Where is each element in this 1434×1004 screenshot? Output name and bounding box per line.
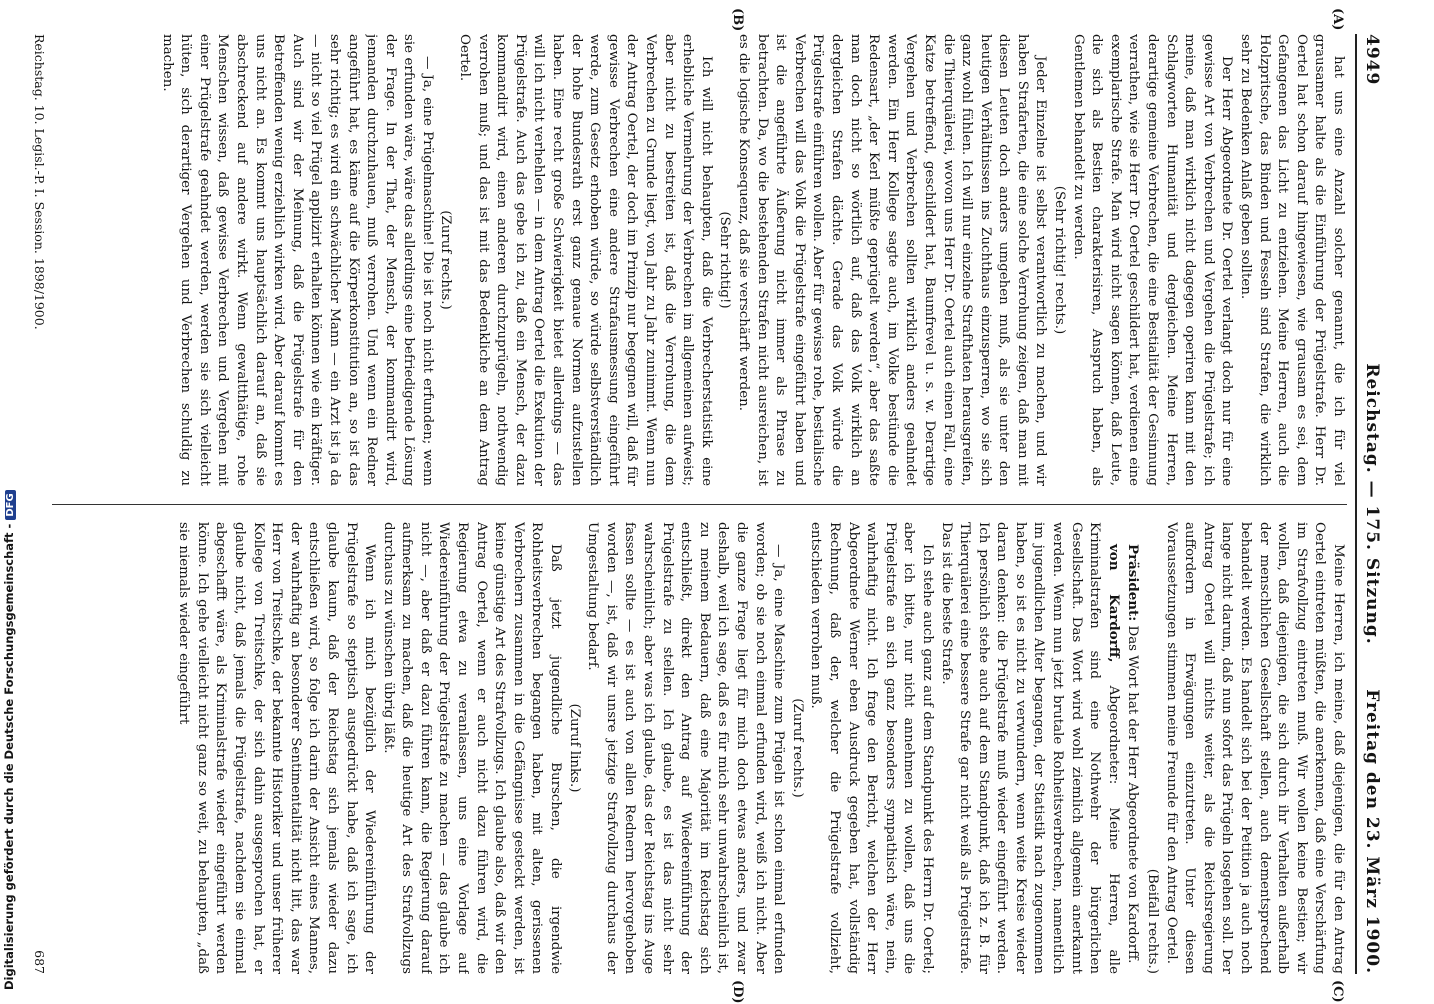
paragraph: Ich stehe auch ganz auf dem Standpunkt des Herrn Dr. Oertel; aber ich bitte, nur nicht annehmen zu wollen, daß uns die Prügelstrafe an sich ganz besonders sympathisch wäre, nein, wahrhaftig nicht. Ich frage den Bericht, welchen der Herr Abgeordnete Werner eben Ausdruck gegeben hat, vollständig Rechnung, daß der, welcher die Prügelstrafe vollzieht, entschieden verrohen muß. xyxy=(808,522,935,974)
page-header xyxy=(1359,34,1385,974)
speaker-name: Präsident: xyxy=(1125,544,1142,622)
paragraph: — Ja, eine Prügelmaschine! Die ist noch nicht erfunden; wenn sie erfunden wäre, wäre das allerdings eine befriedigende Lösung der Frage. In der That, der Mensch, der kommandirt wird, jemanden durchzuhauen, muß verrohen. Und wenn ein Redner angeführt hat, es käme auf die Körperkonstitution an, so ist das sehr richtig; es wird ein schwächlicher Mann — ein Arzt ist ja da — nicht so viel Prügel applizirt erhalten können wie ein kräftiger. Auch sind wir der Meinung, daß die Prügelstrafe für den Betreffenden wenig erziehlich wirken wird. Aber darauf kommt es uns nicht an. Es kommt uns hauptsächlich darauf an, daß sie abschreckend auf andere wirkt. Wenn gewaltthätige, rohe Menschen wissen, daß gewisse Verbrechen und Vergehen mit einer Prügelstrafe geahndet werden, werden sie sich vielleicht hüten, sich derartiger Vergehen und Verbrechen schuldig zu machen. xyxy=(159,34,435,486)
paragraph: — Ja, eine Maschine zum Prügeln ist schon einmal erfunden worden; ob sie noch einmal erfunden wird, weiß ich nicht. Aber die ganze Frage liegt für mich doch etwas anders, und zwar deshalb, weil ich sage, daß es für mich sehr unwahrscheinlich ist, zu meinem Bedauern, daß eine Majorität im Reichstag sich entschließt, direkt den Antrag auf Wiedereinführung der Prügelstrafe zu stellen. Ich glaube, es ist das nicht sehr wahrscheinlich; aber was ich glaube, das der Reichstag ins Auge fassen sollte — es ist auch von allen Rednern hervorgehoben worden —, ist, daß wir unsre jetzige Strafvollzug durchaus der Umgestaltung bedarf. xyxy=(585,522,787,974)
speaker-name: von Kardorff, xyxy=(1105,544,1122,663)
dfg-logo: DFG xyxy=(5,490,16,519)
applause-note: (Zuruf rechts.) xyxy=(438,210,454,310)
left-column xyxy=(52,34,1347,486)
paragraph xyxy=(1123,522,1143,974)
paragraph: Wenn ich mich bezüglich der Wiedereinführung der Prügelstrafe so steptisch ausgedrückt habe, daß ich sage, ich glaube kaum, daß der Reichstag sich jemals wieder dazu entschließen wird, so folge ich darin der Ansicht eines Mannes, der wahrhaftig an besonderer Sentimentalität nicht litt, das war Herr von Treitschke, der bekannte Historiker und unser früherer Kollege von Treitschke, der sich dahin ausgesprochen hat, er glaube nicht, daß jemals die Prügelstrafe, nachdem sie einmal abgeschafft wäre, als Kriminalstrafe wieder eingeführt werden könne. Ich gehe vielleicht nicht ganz so weit, zu behaupten, „daß sie niemals wieder eingeführt xyxy=(176,522,378,974)
footer-page-number: 687 xyxy=(32,950,47,974)
margin-marker-d: (D) xyxy=(730,980,745,1004)
digitization-credit-strip xyxy=(0,0,16,1000)
applause-note: (Beifall rechts.) xyxy=(1145,868,1161,974)
document-page xyxy=(25,8,1385,1004)
applause-note: (Zuruf rechts.) xyxy=(789,698,805,798)
paragraph: Der Herr Abgeordnete Dr. Oertel verlangt doch nur für eine gewisse Art von Verbrechen und Vergehen die Prügelstrafe; ich meine, daß man wirklich nicht dagegen operiren kann mit den Schlagworten Humanität und dergleichen. Meine Herren, derartige gemeine Verbrechen, die eine Bestialität der Gesinnung verrathen, wie sie Herr Dr. Oertel geschildert hat, verdienen eine exemplarische Strafe. Man wird nicht sagen können, daß Leute, die sich als Bestien charakterisiren, Anspruch haben, als Gentlemen behandelt zu werden. xyxy=(1070,34,1235,486)
credit-text: Digitalisierung gefördert durch die Deutsche Forschungsgemeinschaft - xyxy=(2,523,16,990)
footer-session-info: Reichstag. 10. Legisl.-P. I. Session. 1898/1900. xyxy=(32,34,47,330)
applause-note: (Sehr richtig! rechts.) xyxy=(1052,185,1068,335)
paragraph: hat uns eine Anzahl solcher genannt, die ich für viel grausamer halte als die Einführung der Prügelstrafe. Herr Dr. Oertel hat schon darauf hingewiesen, wie grausam es sei, dem Gefangenen das Licht zu entziehen. Meine Herren, auch die Holzpritsche, das Binden und Fesseln sind Strafen, die wirklich sehr zu Bedenken Anlaß geben sollten. xyxy=(1238,34,1346,486)
applause-note: (Sehr richtig!) xyxy=(717,211,733,309)
speech-text: Abgeordneter: Meine Herren, alle Kriminalstrafen sind eine Nothwehr der bürgerlichen Gesellschaft. Das Wort wird wohl ziemlich allgemein anerkannt werden. Wenn nun jetzt brutale Rohheitsverbrechen, namentlich im jugendlichen Alter begangen, der Statistik nach zugenommen haben, so ist es nicht zu verwundern, wenn weite Kreise wieder daran denken: die Prügelstrafe muß wieder eingeführt werden. Ich persönlich stehe auch auf dem Standpunkt, daß ich z. B. für Thierquälerei eine bessere Strafe gar nicht weiß als Prügelstrafe. Das ist die beste Strafe. xyxy=(938,522,1121,974)
speech-text: Das Wort hat der Herr Abgeordnete von Kardorff. xyxy=(1125,625,1141,964)
column-divider xyxy=(52,504,1347,505)
margin-marker-c: (C) xyxy=(1330,980,1345,1003)
digitization-credit xyxy=(2,490,16,990)
right-column xyxy=(52,522,1347,974)
margin-marker-a: (A) xyxy=(1330,8,1345,31)
paragraph: Jeder Einzelne ist selbst verantwortlich zu machen, und wir haben Strafarten, die eine solche Verrohung zeigen, daß man mit diesen Leuten doch anders umgehen muß, als sie unter den heutigen Verhältnissen ins Zuchthaus einzusperren, wo sie sich ganz wohl fühlen. Ich will nur einzelne Strafthaten herausgreifen, die Thierquälerei, wovon uns Herr Dr. Oertel auch einen Fall, eine Katze betreffend, geschildert hat, Baumfrevel u. s. w. Derartige Vergehen und Verbrechen sollten wirklich anders geahndet werden. Ein Herr Kollege sagte auch, im Volke bestünde die Redensart, „der Kerl müßte geprügelt werden“, aber das saßte man doch nicht so wörtlich auf, daß das Volk wirklich an dergleichen Strafen dächte. Gerade das Volk würde die Prügelstrafe einführen wollen. Aber für gewisse rohe, bestialische Verbrechen will das Volk die Prügelstrafe eingeführt haben und ist die angeführte Äußerung nicht immer als Phrase zu betrachten. Da, wo die bestehenden Strafen nicht ausreichen, ist es die logische Konsequenz, daß sie verschärft werden. xyxy=(736,34,1049,486)
paragraph xyxy=(936,522,1123,974)
margin-marker-b: (B) xyxy=(730,8,745,32)
header-date: Freitag den 23. März 1900. xyxy=(1362,689,1382,974)
applause-note: (Zuruf links.) xyxy=(566,703,582,793)
paragraph: Ich will nicht behaupten, daß die Verbrecherstatistik eine erhebliche Vermehrung der Verbrechen im allgemeinen aufweist; aber nicht zu bestreiten ist, daß die Verrohung, die dem Verbrechen zu Grunde liegt, von Jahr zu Jahr zunimmt. Wenn nun der Antrag Oertel, der doch im Prinzip nur begegnen will, daß für gewisse Verbrechen eine andere Strafausmessung eingeführt werde, zum Gesetz erhoben würde, so würde selbstverständlich der hohe Bundesrath erst ganz genaue Normen aufzustellen haben. Eine recht große Schwierigkeit bietet allerdings — das will ich nicht verhehlen — in dem Antrag Oertel die Exekution der Prügelstrafe. Auch das gebe ich zu, daß ein Mensch, der dazu kommandirt wird, einen anderen durchzuprügeln, nothwendig verrohen muß; und das ist mit das Bedenkliche an dem Antrag Oertel. xyxy=(457,34,714,486)
header-rule xyxy=(1355,34,1357,974)
paragraph: Daß jetzt jugendliche Burschen, die irgendwie Rohheitsverbrechen begangen haben, mit alten, gerissenen Verbrechern zusammen in die Gefängnisse gesteckt werden, ist keine günstige Art des Strafvollzugs. Ich glaube also, daß wir den Antrag Oertel, wenn er auch nicht dazu führen wird, die Regierung etwa zu veranlassen, uns eine Vorlage auf Wiedereinführung der Prügelstrafe zu machen — das glaube ich nicht —, aber daß er dazu führen kann, die Regierung darauf aufmerksam zu machen, daß die heutige Art des Strafvollzugs durchaus zu wünschen übrig läßt. xyxy=(380,522,564,974)
header-title: Reichstag. — 175. Sitzung. xyxy=(1362,363,1382,645)
paragraph: Meine Herren, ich meine, daß diejenigen, die für den Antrag Oertel eintreten müßten, die anerkennen, daß eine Verschärfung im Strafvollzug eintreten muß. Wir wollen keine Bestien; wir wollen, daß diejenigen, die sich durch ihr Verhalten außerhalb der menschlichen Gesellschaft stellen, auch dementsprechend behandelt werden. Es handelt sich bei der Petition ja auch noch lange nicht darum, daß nun sofort das Prügeln losgehen soll. Der Antrag Oertel will nichts weiter, als die Reichsregierung auffordern in Erwägungen einzutreten. Unter diesen Voraussetzungen stimmen meine Freunde für den Antrag Oertel. xyxy=(1163,522,1346,974)
page-number: 4949 xyxy=(1362,34,1382,86)
